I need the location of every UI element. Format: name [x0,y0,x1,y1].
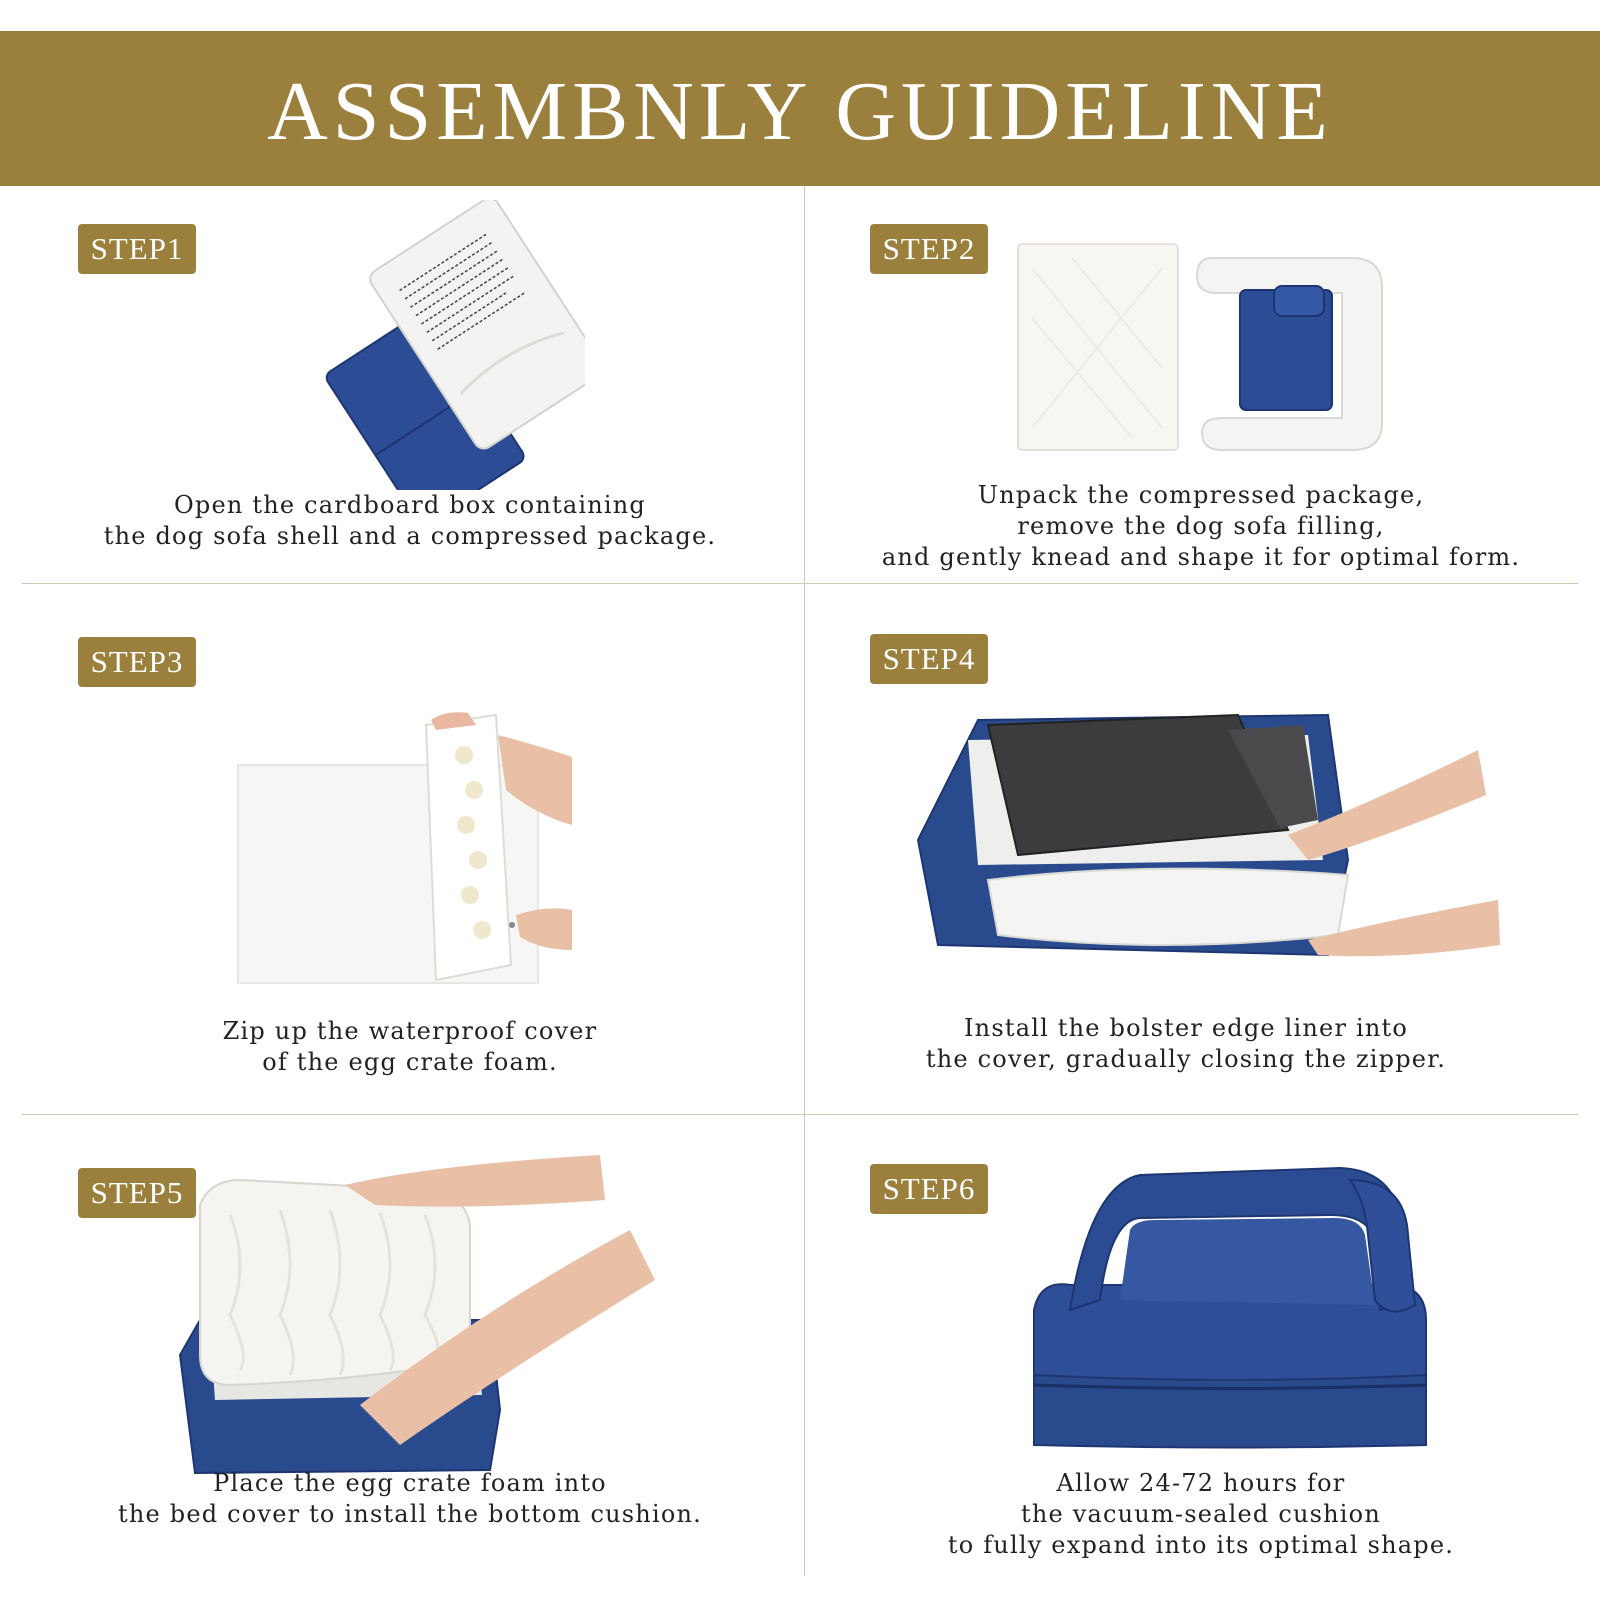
step6-illustration [1030,1160,1430,1450]
step5-illustration [170,1155,670,1485]
step5-caption-line-1: Place the egg crate foam into [213,1469,607,1497]
step4-caption-line-1: Install the bolster edge liner into [964,1014,1408,1042]
step3-badge: STEP3 [78,637,196,687]
step2-caption-line-3: and gently knead and shape it for optimal form. [881,543,1521,571]
step3-illustration [236,705,572,985]
step6-caption-line-2: the vacuum-sealed cushion [1021,1500,1381,1528]
step5-caption [20,1468,800,1530]
step1-caption-line-1: Open the cardboard box containing [174,491,646,519]
step4-illustration [908,710,1508,975]
step2-caption-line-1: Unpack the compressed package, [977,481,1425,509]
step1-caption-line-2: the dog sofa shell and a compressed package. [103,522,717,550]
step2-badge: STEP2 [870,224,988,274]
step6-caption-line-3: to fully expand into its optimal shape. [947,1531,1455,1559]
step4-caption-line-2: the cover, gradually closing the zipper. [925,1045,1447,1073]
page-title: ASSEMBNLY GUIDELINE [267,64,1333,158]
row-divider-1 [22,583,1578,584]
step1-caption [20,490,800,552]
step1-badge: STEP1 [78,224,196,274]
column-divider [804,186,805,1576]
title-banner [0,31,1600,186]
step3-caption-line-1: Zip up the waterproof cover [222,1017,598,1045]
step3-caption-line-2: of the egg crate foam. [262,1048,558,1076]
step5-caption-line-2: the bed cover to install the bottom cushion. [118,1500,702,1528]
step1-illustration [285,200,585,490]
step2-caption-line-2: remove the dog sofa filling, [1017,512,1385,540]
step6-caption-line-1: Allow 24-72 hours for [1056,1469,1346,1497]
step5-badge: STEP5 [78,1168,196,1218]
step4-badge: STEP4 [870,634,988,684]
step3-caption [20,1016,800,1078]
step6-badge: STEP6 [870,1164,988,1214]
step2-caption [806,480,1596,573]
row-divider-2 [22,1114,1578,1115]
step6-caption [806,1468,1596,1561]
step2-illustration [1012,238,1402,460]
step4-caption [806,1013,1566,1075]
